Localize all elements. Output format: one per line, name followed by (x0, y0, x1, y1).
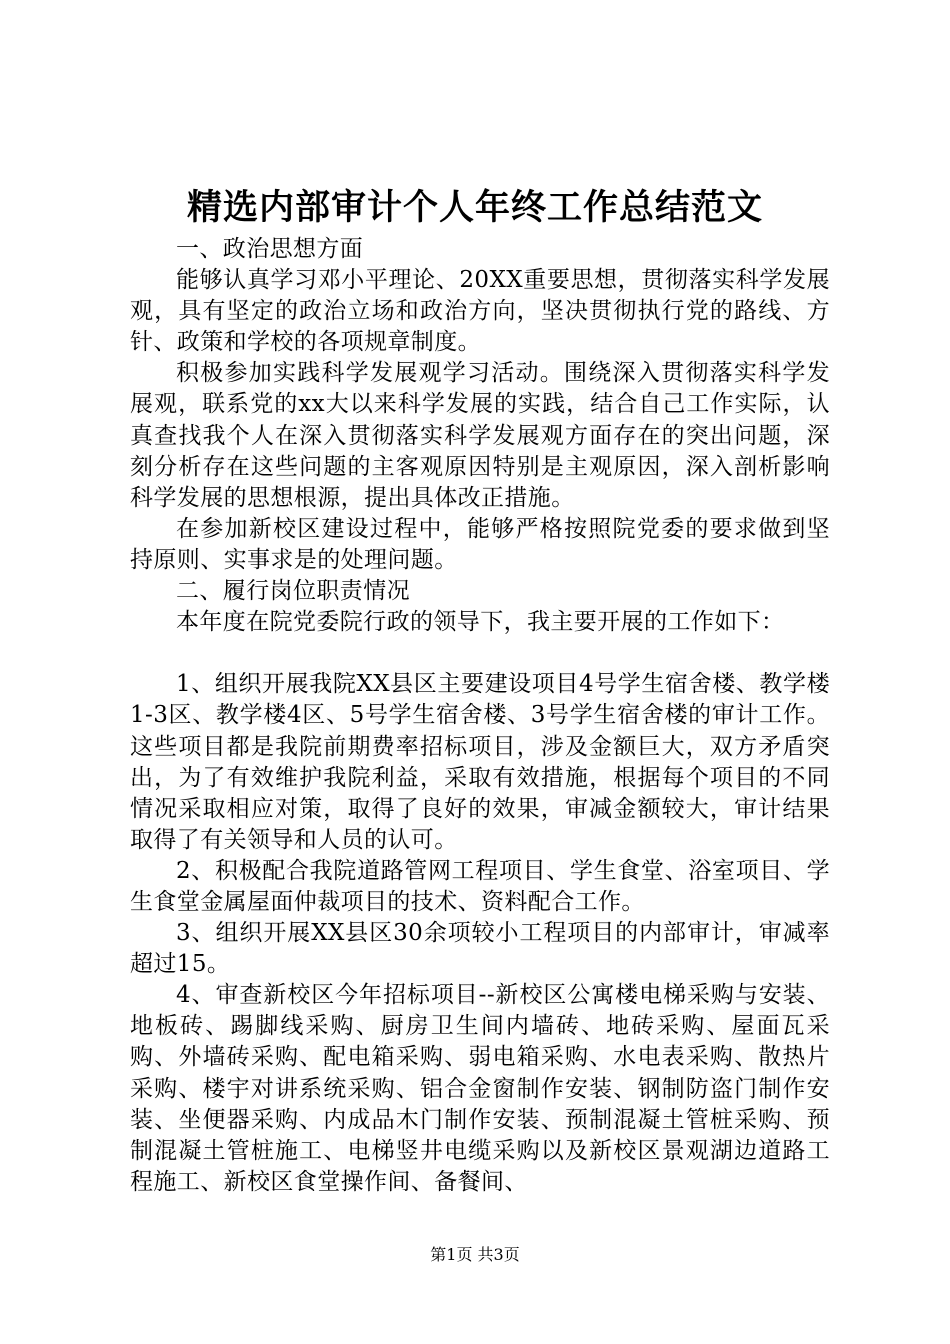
section-heading-duties: 二、履行岗位职责情况 (176, 578, 410, 605)
section-heading-politics: 一、政治思想方面 (176, 236, 364, 262)
paragraph-item-3: 3、组织开展XX县区30余项较小工程项目的内部审计，审减率超过15。 (130, 920, 830, 978)
paragraph-item-2: 2、积极配合我院道路管网工程项目、学生食堂、浴室项目、学生食堂金属屋面仲裁项目的技术、资料配合工作。 (130, 857, 830, 915)
document-body (130, 234, 830, 1198)
document-title: 精选内部审计个人年终工作总结范文 (186, 187, 763, 228)
paragraph-item-1: 1、组织开展我院XX县区主要建设项目4号学生宿舍楼、教学楼1-3区、教学楼4区、5号学生宿舍楼、3号学生宿舍楼的审计工作。这些项目都是我院前期费率招标项目，涉及金额巨大，双方矛盾突出，为了有效维护我院利益，采取有效措施，根据每个项目的不同情况采取相应对策，取得了良好的效果，审减金额较大，审计结果取得了有关领导和人员的认可。 (130, 671, 830, 853)
blank-line (130, 638, 830, 669)
paragraph-new-campus: 在参加新校区建设过程中，能够严格按照院党委的要求做到坚持原则、实事求是的处理问题。 (130, 515, 830, 573)
paragraph-study-theory: 能够认真学习邓小平理论、20XX重要思想，贯彻落实科学发展观，具有坚定的政治立场和政治方向，坚决贯彻执行党的路线、方针、政策和学校的各项规章制度。 (130, 267, 830, 356)
paragraph-item-4: 4、审查新校区今年招标项目--新校区公寓楼电梯采购与安装、地板砖、踢脚线采购、厨房卫生间内墙砖、地砖采购、屋面瓦采购、外墙砖采购、配电箱采购、弱电箱采购、水电表采购、散热片采购、楼宇对讲系统采购、铝合金窗制作安装、钢制防盗门制作安装、坐便器采购、内成品木门制作安装、预制混凝土管桩采购、预制混凝土管桩施工、电梯竖井电缆采购以及新校区景观湖边道路工程施工、新校区食堂操作间、备餐间、 (130, 982, 830, 1195)
paragraph-work-intro: 本年度在院党委院行政的领导下，我主要开展的工作如下： (176, 609, 785, 636)
paragraph-practice-activity: 积极参加实践科学发展观学习活动。围绕深入贯彻落实科学发展观，联系党的xx大以来科学发展的实践，结合自己工作实际，认真查找我个人在深入贯彻落实科学发展观方面存在的突出问题，深刻分析存在这些问题的主客观原因特别是主观原因，深入剖析影响科学发展的思想根源，提出具体改正措施。 (130, 360, 830, 511)
page-footer: 第1页 共3页 (430, 1245, 520, 1264)
